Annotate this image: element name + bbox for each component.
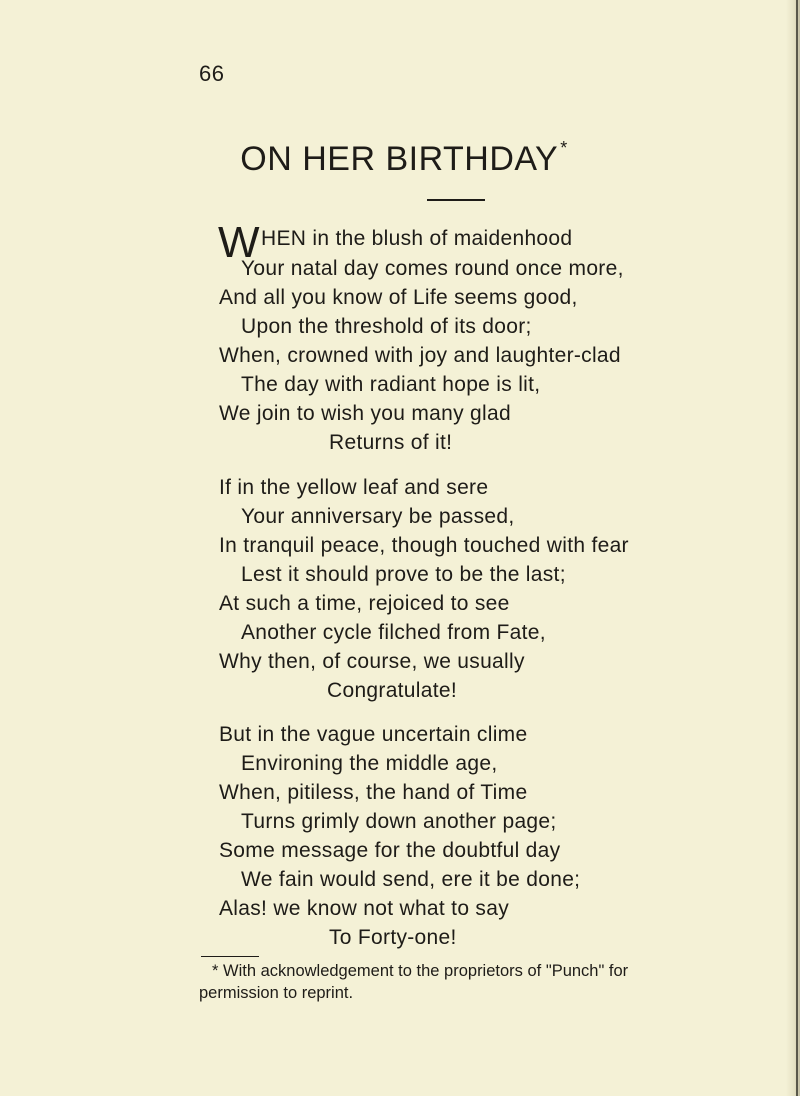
page-number: 66 bbox=[199, 61, 225, 86]
poem-line: Alas! we know not what to say bbox=[219, 897, 510, 920]
poem-line: And all you know of Life seems good, bbox=[219, 286, 578, 309]
poem-line: The day with radiant hope is lit, bbox=[241, 373, 541, 396]
poem-line: Turns grimly down another page; bbox=[241, 810, 557, 833]
poem-line: To Forty-one! bbox=[329, 926, 457, 949]
poem-line: But in the vague uncertain clime bbox=[219, 723, 528, 746]
poem-line: Another cycle filched from Fate, bbox=[241, 621, 546, 644]
footnote-line: permission to reprint. bbox=[199, 984, 354, 1002]
poem-line: At such a time, rejoiced to see bbox=[219, 592, 510, 615]
title-footnote-mark: * bbox=[560, 137, 568, 158]
poem-line: Congratulate! bbox=[327, 679, 457, 702]
poem-line: Lest it should prove to be the last; bbox=[241, 563, 566, 586]
poem-line: We fain would send, ere it be done; bbox=[241, 868, 581, 891]
poem-line: In tranquil peace, though touched with fear bbox=[219, 534, 629, 557]
poem-line: Returns of it! bbox=[329, 431, 453, 454]
poem-line: Environing the middle age, bbox=[241, 752, 498, 775]
poem-line: When, pitiless, the hand of Time bbox=[219, 781, 528, 804]
poem-line: Your anniversary be passed, bbox=[241, 505, 515, 528]
poem-line: Some message for the doubtful day bbox=[219, 839, 561, 862]
poem-line: Your natal day comes round once more, bbox=[241, 257, 624, 280]
poem-line: Why then, of course, we usually bbox=[219, 650, 525, 673]
footnote-divider bbox=[201, 956, 259, 957]
footnote-line: * With acknowledgement to the proprietors of "Punch" for bbox=[212, 962, 629, 980]
drop-cap: W bbox=[218, 218, 260, 267]
poem-title-text: ON HER BIRTHDAY bbox=[240, 140, 559, 178]
poem-line: Upon the threshold of its door; bbox=[241, 315, 532, 338]
poem-line: HEN in the blush of maidenhood bbox=[261, 227, 573, 250]
poem-line: When, crowned with joy and laughter-clad bbox=[219, 344, 621, 367]
poem-line: If in the yellow leaf and sere bbox=[219, 476, 489, 499]
poem-line: We join to wish you many glad bbox=[219, 402, 511, 425]
